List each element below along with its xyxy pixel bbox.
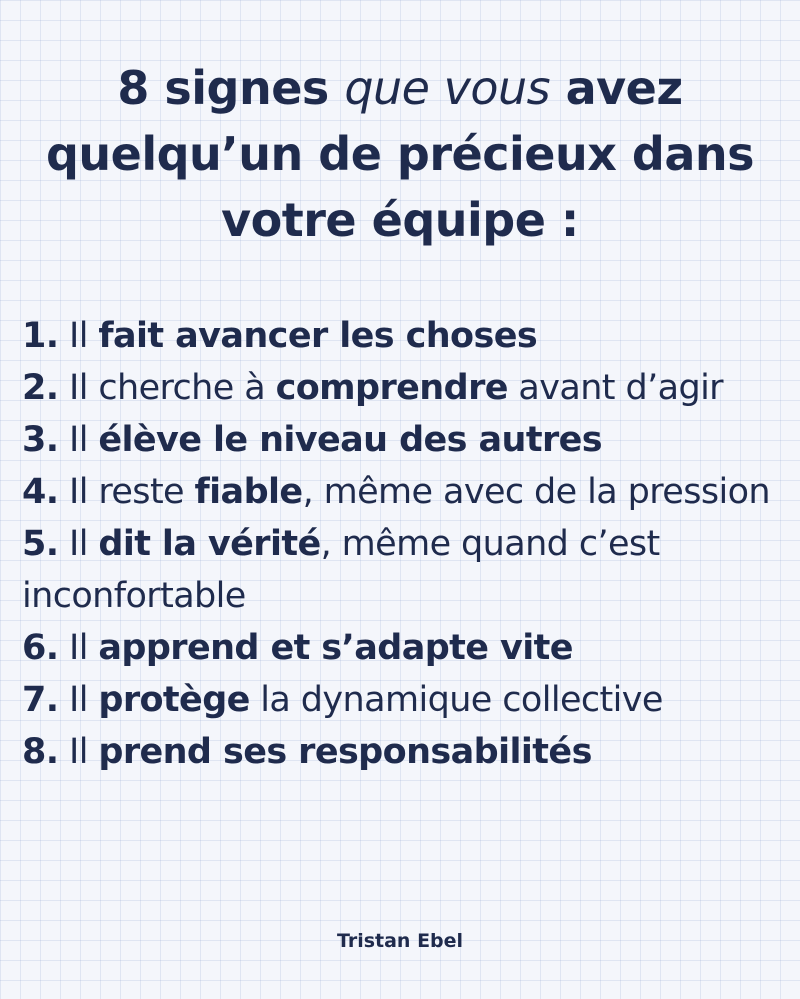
list-item: [22, 414, 782, 466]
item-number: 2.: [22, 368, 59, 408]
item-text-end: , même quand c’est inconfortable: [22, 524, 660, 616]
item-bold-text: élève le niveau des autres: [98, 420, 602, 460]
item-text-end: , même avec de la pression: [302, 472, 770, 512]
item-text: Il: [58, 628, 99, 668]
list-item: [22, 518, 782, 622]
item-bold-text: dit la vérité: [98, 524, 321, 564]
list-item: [22, 622, 782, 674]
item-number: 3.: [22, 420, 59, 460]
item-bold-text: fiable: [194, 472, 303, 512]
item-text: Il: [58, 732, 99, 772]
item-text: Il: [58, 420, 99, 460]
item-text-end: avant d’agir: [507, 368, 723, 408]
item-number: 4.: [22, 472, 59, 512]
item-text: Il cherche à: [58, 368, 276, 408]
item-number: 8.: [22, 732, 59, 772]
list-item: [22, 726, 782, 778]
item-bold-text: fait avancer les choses: [98, 316, 538, 356]
item-bold-text: prend ses responsabilités: [98, 732, 592, 772]
list-item: [22, 362, 782, 414]
item-text: Il: [58, 680, 99, 720]
item-bold-text: apprend et s’adapte vite: [98, 628, 573, 668]
item-number: 5.: [22, 524, 59, 564]
list-item: [22, 466, 782, 518]
title-part-2-italic: que vous: [344, 61, 551, 115]
page-title: [20, 55, 780, 253]
title-part-3: avez quelqu’un de précieux dans votre équipe :: [45, 61, 755, 247]
list-item: [22, 310, 782, 362]
item-bold-text: protège: [98, 680, 250, 720]
item-number: 6.: [22, 628, 59, 668]
item-number: 7.: [22, 680, 59, 720]
item-text-end: la dynamique collective: [249, 680, 663, 720]
item-text: Il: [58, 524, 99, 564]
author-signature: Tristan Ebel: [336, 930, 464, 952]
item-text: Il reste: [58, 472, 195, 512]
list-item: [22, 674, 782, 726]
signs-list: [22, 310, 782, 778]
item-number: 1.: [22, 316, 59, 356]
item-text: Il: [58, 316, 99, 356]
title-part-1: 8 signes: [117, 61, 345, 115]
item-bold-text: comprendre: [275, 368, 508, 408]
